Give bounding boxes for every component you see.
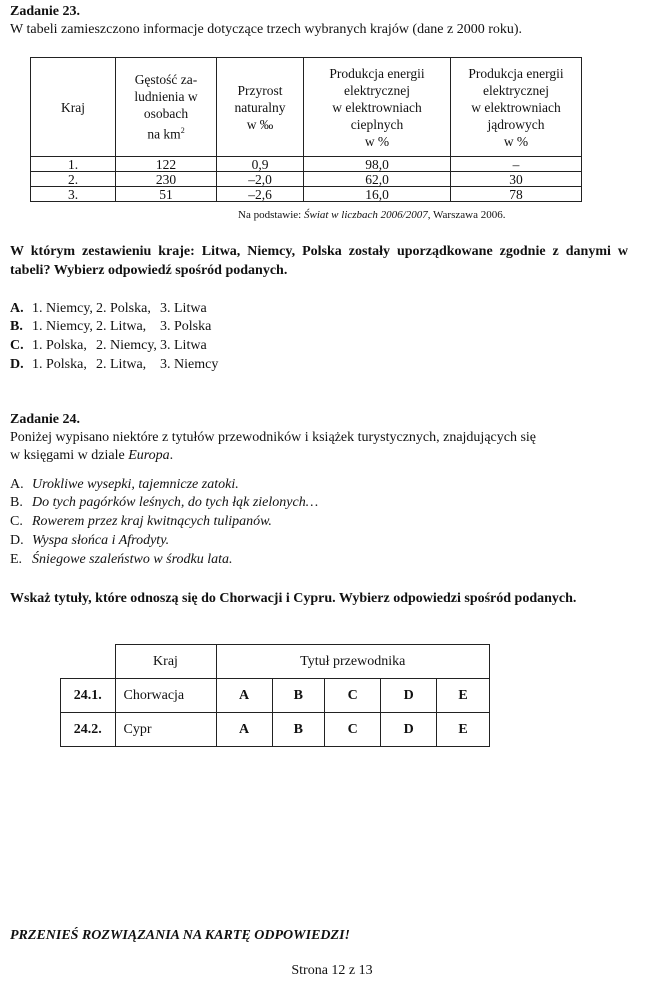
table-cell: –: [451, 157, 582, 172]
task24-answer-table: [60, 644, 490, 747]
guide-title-d: D. Wyspa słońca i Afrodyty.: [10, 533, 170, 548]
guide-title-e: E. Śniegowe szaleństwo w środku lata.: [10, 552, 233, 567]
option-a[interactable]: A. 1. Niemcy, 2. Polska, 3. Litwa: [10, 301, 207, 316]
table-cell: 30: [451, 172, 582, 187]
header-country: Kraj: [31, 58, 116, 157]
header-country: Kraj: [115, 645, 216, 679]
answer-cell-b[interactable]: B: [272, 679, 325, 713]
header-growth: Przyrost naturalny w ‰: [217, 58, 304, 157]
task23-data-table: [30, 57, 582, 202]
guide-title-b: B. Do tych pagórków leśnych, do tych łąk zielonych…: [10, 495, 319, 510]
task24-question: Wskaż tytuły, które odnoszą się do Chorwacji i Cypru. Wybierz odpowiedzi spośród podanych.: [10, 591, 577, 606]
guide-title-c: C. Rowerem przez kraj kwitnących tulipanów.: [10, 514, 272, 529]
table-row: [61, 713, 490, 747]
table-row: [31, 157, 582, 172]
task23-title: Zadanie 23.: [10, 4, 81, 19]
answer-cell-a[interactable]: A: [216, 679, 272, 713]
task23-intro: W tabeli zamieszczono informacje dotyczące trzech wybranych krajów (dane z 2000 roku).: [10, 22, 523, 37]
task24-intro-line1: Poniżej wypisano niektóre z tytułów przewodników i książek turystycznych, znajdujących się: [10, 430, 537, 445]
table-cell: 0,9: [217, 157, 304, 172]
table-cell: 122: [116, 157, 217, 172]
table-cell: 51: [116, 187, 217, 202]
table-cell: 230: [116, 172, 217, 187]
header-thermal: Produkcja energii elektrycznej w elektrowniach cieplnych w %: [304, 58, 451, 157]
table-row: [31, 172, 582, 187]
table-cell: 98,0: [304, 157, 451, 172]
table-cell: 78: [451, 187, 582, 202]
header-nuclear: Produkcja energii elektrycznej w elektrowniach jądrowych w %: [451, 58, 582, 157]
option-d[interactable]: D. 1. Polska, 2. Litwa, 3. Niemcy: [10, 357, 219, 372]
answer-cell-e[interactable]: E: [437, 713, 490, 747]
table-cell: 62,0: [304, 172, 451, 187]
table-row: [61, 679, 490, 713]
row-country: Cypr: [115, 713, 216, 747]
task23-question: W którym zestawieniu kraje: Litwa, Niemcy, Polska zostały uporządkowane zgodnie z danymi w tabeli? Wybierz odpowiedź spośród podanych.: [10, 244, 628, 278]
task24-intro-line2: w księgami w dziale Europa.: [10, 448, 174, 463]
table-cell: 2.: [31, 172, 116, 187]
table-cell: 3.: [31, 187, 116, 202]
guide-title-a: A. Urokliwe wysepki, tajemnicze zatoki.: [10, 477, 239, 492]
answer-cell-d[interactable]: D: [381, 679, 437, 713]
table-cell: 16,0: [304, 187, 451, 202]
option-b[interactable]: B. 1. Niemcy, 2. Litwa, 3. Polska: [10, 319, 212, 334]
answer-cell-e[interactable]: E: [437, 679, 490, 713]
table-cell: 1.: [31, 157, 116, 172]
row-number: 24.1.: [61, 679, 116, 713]
option-c[interactable]: C. 1. Polska, 2. Niemcy, 3. Litwa: [10, 338, 207, 353]
transfer-note: PRZENIEŚ ROZWIĄZANIA NA KARTĘ ODPOWIEDZI!: [10, 928, 350, 943]
header-guide-title: Tytuł przewodnika: [216, 645, 490, 679]
answer-cell-c[interactable]: C: [325, 679, 381, 713]
answer-cell-d[interactable]: D: [381, 713, 437, 747]
task24-title: Zadanie 24.: [10, 412, 81, 427]
row-country: Chorwacja: [115, 679, 216, 713]
header-density: Gęstość za- ludnienia w osobach na $km^2$: [116, 58, 217, 157]
table-cell: –2,6: [217, 187, 304, 202]
table-row: [31, 187, 582, 202]
table-cell: –2,0: [217, 172, 304, 187]
answer-cell-b[interactable]: B: [272, 713, 325, 747]
task23-source: Na podstawie: Świat w liczbach 2006/2007, Warszawa 2006.: [238, 209, 506, 221]
page-number: Strona 12 z 13: [291, 963, 373, 978]
answer-cell-c[interactable]: C: [325, 713, 381, 747]
row-number: 24.2.: [61, 713, 116, 747]
answer-cell-a[interactable]: A: [216, 713, 272, 747]
